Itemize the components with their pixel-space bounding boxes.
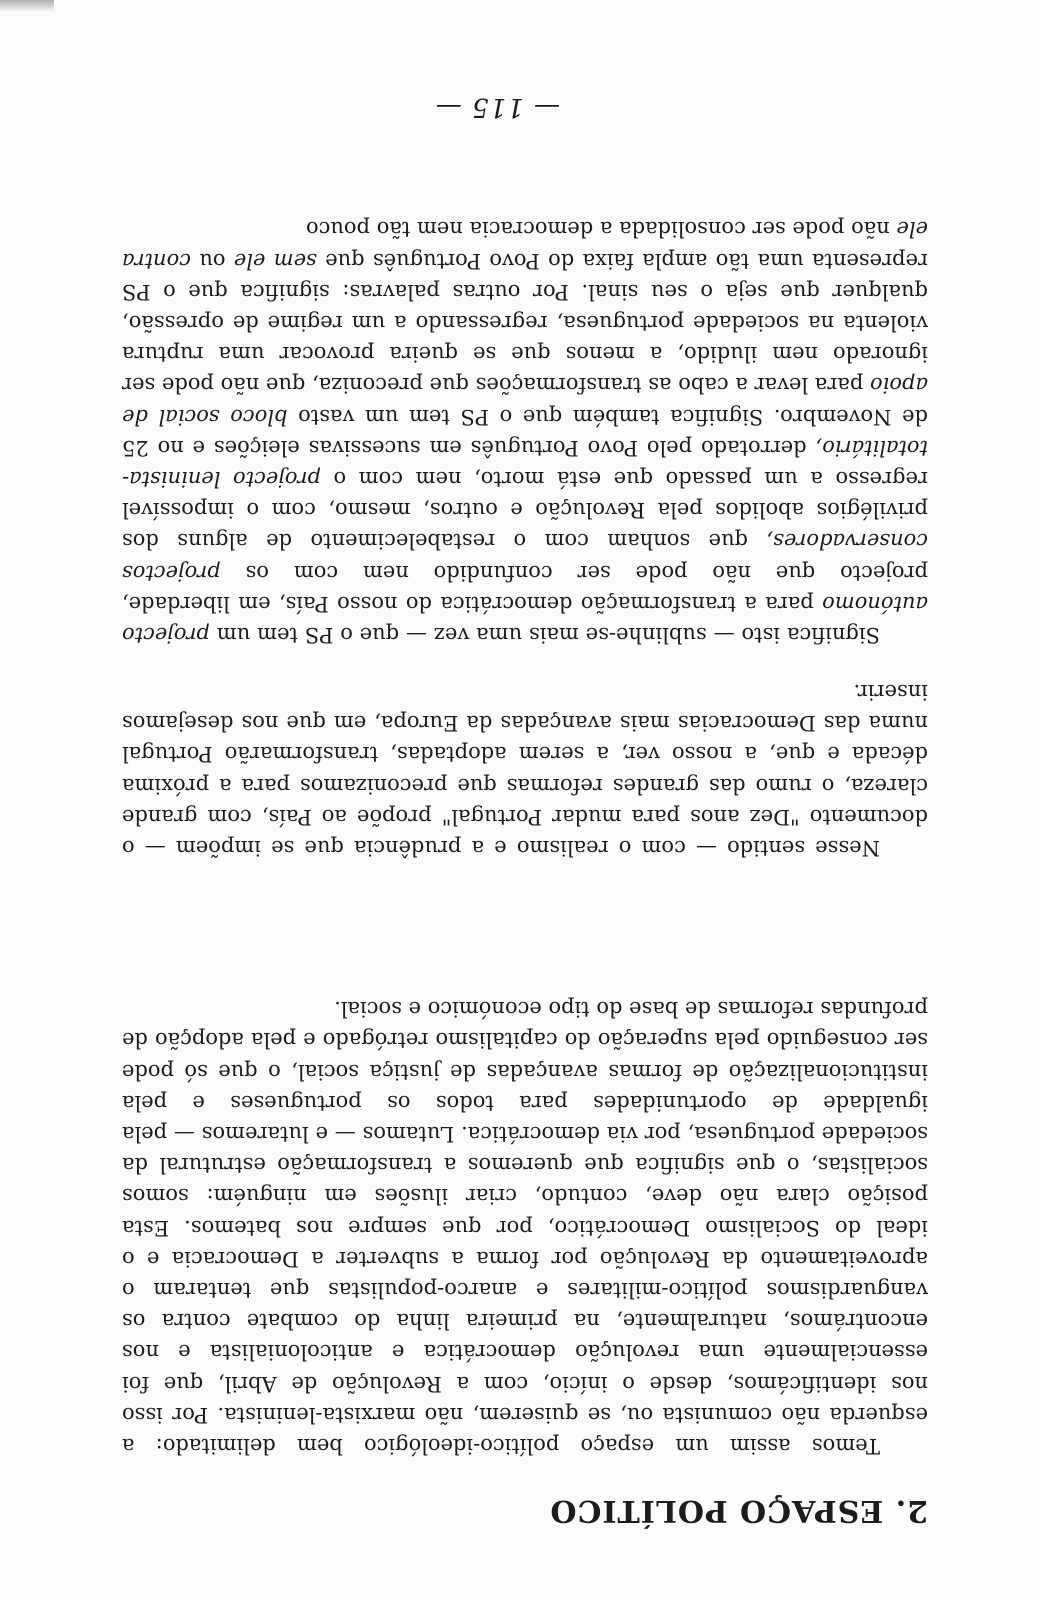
p3-emphasis-6: contra ele [122, 217, 928, 273]
p3-text-a: para a transformação democrática do nosso País, em liberdade, projecto que não pode ser confundido nem com os [122, 560, 928, 616]
scan-edge-mark [0, 0, 54, 12]
p3-intro: Significa isto — sublinhe-se mais uma vez — que o PS tem um [216, 623, 880, 647]
p3-emphasis-5: sem ele [233, 248, 317, 273]
paragraph-2-text: Nesse sentido — com o realismo e a prudência que se impõem — o documento "Dez anos para mudar Portugal" propõe ao País, com grande clareza, o rumo das grandes reformas que preconizamos para a próxima década e que, a nosso ver, a serem adoptadas, transformarão Portugal numa das Democracias mais avançadas da Europa, em que nos desejamos inserir. [122, 679, 928, 860]
p3-emphasis-3: projecto leninista-totalitário, [122, 435, 928, 491]
paragraph-3 [122, 213, 928, 650]
p3-emphasis-1: projecto autónomo [122, 591, 928, 647]
paragraph-1 [122, 993, 928, 1461]
section-title: 2. ESPAÇO POLÍTICO [549, 1493, 928, 1528]
page-number: — 115 — [434, 92, 560, 122]
paragraph-3-text [122, 213, 928, 650]
paragraph-2 [122, 676, 928, 863]
paragraph-1-text: Temos assim um espaço político-ideológico bem delimitado: a esquerda não comunista ou, se quiserem, não marxista-leninista. Por isso nos identificámos, desde o início, com a Revolução de Abril, que foi essencialmente uma revolução democrática e anticolonialista e nos encontrámos, naturalmente, na primeira linha do combate contra os vanguardismos político-militares e anarco-populistas que tentaram o aproveitamento da Revolução por forma a subverter a Democracia e o ideal do Socialismo Democrático, por que sempre nos batemos. Esta posição clara não deve, contudo, criar ilusões em ninguém: somos socialistas, o que significa que queremos a transformação estrutural da sociedade portuguesa, por via democrática. Lutamos — e lutaremos — pela igualdade de oportunidades para todos os portugueses e pela institucionalização de formas avançadas de justiça social, o que só pode ser conseguido pela superação do capitalismo retrógado e pela adopção de profundas reformas de base do tipo económico e social. [122, 997, 928, 1458]
p3-text-d: para levar a cabo as transformações que preconiza, que não pode ser ignorado nem iludido, a menos que se queira provocar uma ruptura violenta na sociedade portuguesa, regressando a um regime de opressão, qualquer que seja o seu sinal. Por outras palavras: significa que o PS representa uma tão ampla faixa do Povo Português que [122, 248, 928, 398]
p3-text-f: não pode ser consolidada a democracia nem tão pouco [305, 217, 890, 242]
p3-text-b: que sonham com o restabelecimento de alguns dos privilégios abolidos pela Revolução e outros, mesmo, com o impossível regresso a um passado que está morto, nem com o [122, 466, 928, 554]
p3-emphasis-2: projectos conservadores, [122, 529, 928, 585]
p3-text-e: ou [199, 248, 226, 273]
p3-text-c: derrotado pelo Povo Português em sucessivas eleições e no 25 de Novembro. Significa também que o PS tem um vasto [122, 404, 928, 460]
p3-emphasis-4: bloco social de apoio [122, 373, 928, 429]
